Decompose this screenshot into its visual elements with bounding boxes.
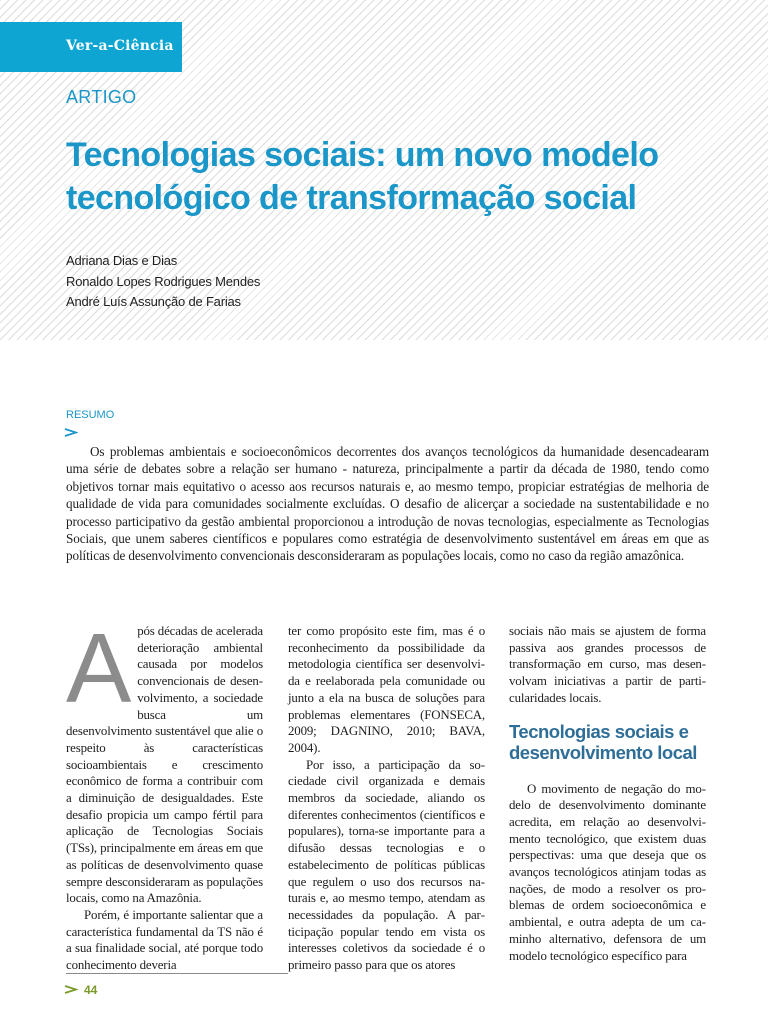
- abstract-text: Os problemas ambientais e socioeconômicos decorrentes dos avanços tecnológicos da humanidade desencadearam uma série de debates sobre a relação ser humano - natureza, principalmente a partir da década de 1980, tendo como objetivos tornar mais equitativo o acesso aos recursos naturais e, ao mesmo tempo, propiciar estratégias de melhoria de qualidade de vida para comunidades socialmente excluídas. O desafio de alicerçar a sociedade na sustentabilidade e no processo participativo da gestão ambiental proporcionou a introdução de novas tecnologias, especialmente as Tecnologias Sociais, que unem saberes científicos e populares como estratégia de desenvolvimento sustentável em áreas em que as políticas de desenvolvimento convencionais desconsideraram as populações locais, como no caso da região amazônica.: [66, 444, 709, 564]
- chevron-right-icon: [64, 428, 78, 437]
- body-paragraph: Porém, é importante salientar que a característica fundamental da TS não é a sua finalidade social, até porque todo conhecimento deveria: [66, 907, 263, 973]
- abstract-label: RESUMO: [66, 409, 115, 421]
- body-paragraph: O movimento de negação do modelo de desenvolvimento dominante acredita, em relação ao desenvolvimento tecnológico, que existem duas perspectivas: uma que deseja que os avanços tecnológicos atinjam todas as nações, de modo a resolver os problemas de ordem socioeconômica e ambiental, e outra adepta de um caminho alternativo, defensora de um modelo tecnológico específico para: [509, 781, 706, 963]
- author-list: [66, 251, 260, 313]
- author-name: Ronaldo Lopes Rodrigues Mendes: [66, 273, 261, 289]
- article-title: Tecnologias sociais: um novo modelo tecnológico de transformação social: [66, 136, 659, 217]
- body-paragraph: sociais não mais se ajustem de forma passiva aos grandes processos de transformação em curso, mas desenvolvam iniciativas a partir de particularidades locais.: [509, 624, 706, 705]
- author-name: Adriana Dias e Dias: [66, 253, 178, 268]
- drop-cap: A: [66, 613, 132, 723]
- article-kicker: ARTIGO: [66, 87, 137, 107]
- footer-rule: [66, 973, 288, 974]
- section-subheading: Tecnologias sociais e desenvolvimento local: [509, 720, 697, 763]
- body-column-2: [288, 623, 485, 974]
- body-column-3: [509, 623, 706, 964]
- chevron-right-icon: [64, 985, 78, 994]
- body-column-1: [66, 613, 263, 974]
- body-paragraph: Por isso, a participação da sociedade civil organizada e demais membros da sociedade, aliando os diferentes conhecimentos (científicos e populares), torna-se importante para a difusão dessas tecnologias e o estabelecimento de políticas públicas que regulem o uso dos recursos naturais e, ao mesmo tempo, atendam as necessidades da população. A participação popular tendo em vista os interesses coletivos da sociedade é o primeiro passo para que os atores: [288, 757, 485, 973]
- author-name: André Luís Assunção de Farias: [66, 294, 241, 309]
- body-paragraph: ter como propósito este fim, mas é o reconhecimento da possibilidade da metodologia científica ser desenvolvida e reelaborada pela comunidade ou junto a ela na busca de soluções para problemas elementares (FONSECA, 2009; DAGNINO, 2010; BAVA, 2004).: [288, 624, 485, 755]
- body-paragraph: pós décadas de acelerada deterioração ambiental causada por modelos convencionais de desenvolvimento, a sociedade busca um desenvolvimento sustentável que alie o respeito às características socioambientais e crescimento econômico de forma a contribuir com a diminuição de desigualdades. Este desafio propicia um campo fértil para aplicação de Tecnologias Sociais (TSs), principalmente em áreas em que as políticas de desenvolvimento quase sempre desconsideraram as populações locais, como na Amazônia.: [66, 624, 263, 906]
- page-number: 44: [84, 983, 98, 997]
- section-label: Ver-a-Ciência: [66, 38, 174, 54]
